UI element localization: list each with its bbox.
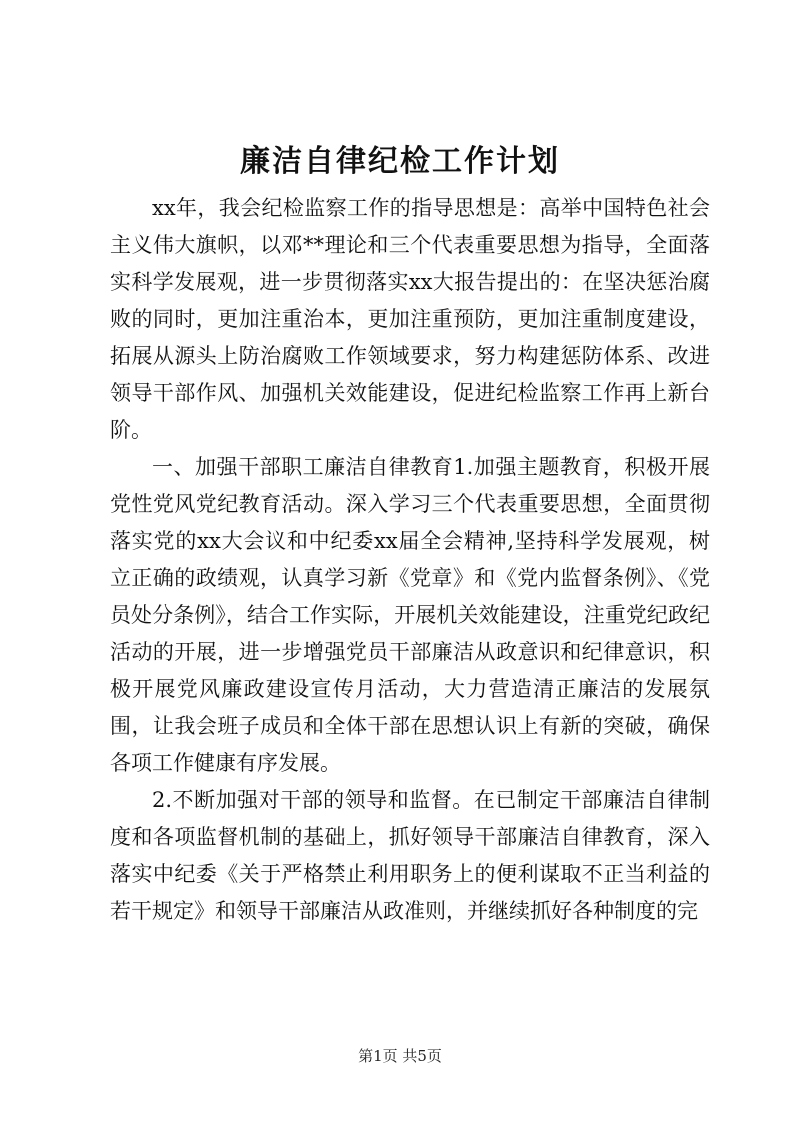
paragraph-guiding-thought: xx年，我会纪检监察工作的指导思想是：高举中国特色社会主义伟大旗帜，以邓**理论和三个代表重要思想为指导，全面落实科学发展观，进一步贯彻落实xx大报告提出的：在坚决惩治腐败的同时，更加注重治本，更加注重预防，更加注重制度建设，拓展从源头上防治腐败工作领域要求，努力构建惩防体系、改进领导干部作风、加强机关效能建设，促进纪检监察工作再上新台阶。	[110, 196, 710, 442]
paragraph-section-one: 一、加强干部职工廉洁自律教育1.加强主题教育，积极开展党性党风党纪教育活动。深入学习三个代表重要思想，全面贯彻落实党的xx大会议和中纪委xx届全会精神,坚持科学发展观，树立正确的政绩观，认真学习新《党章》和《党内监督条例》、《党员处分条例》，结合工作实际，开展机关效能建设，注重党纪政纪活动的开展，进一步增强党员干部廉洁从政意识和纪律意识，积极开展党风廉政建设宣传月活动，大力营造清正廉洁的发展氛围，让我会班子成员和全体干部在思想认识上有新的突破，确保各项工作健康有序发展。	[110, 455, 710, 775]
document-title: 廉洁自律纪检工作计划	[240, 144, 560, 179]
page-footer: 第1页 共5页	[358, 1047, 442, 1065]
document-body	[110, 190, 710, 930]
paragraph-item-two: 2.不断加强对干部的领导和监督。在已制定干部廉洁自律制度和各项监督机制的基础上，抓好领导干部廉洁自律教育，深入落实中纪委《关于严格禁止利用职务上的便利谋取不正当利益的若干规定》和领导干部廉洁从政准则，并继续抓好各种制度的完	[110, 788, 710, 923]
